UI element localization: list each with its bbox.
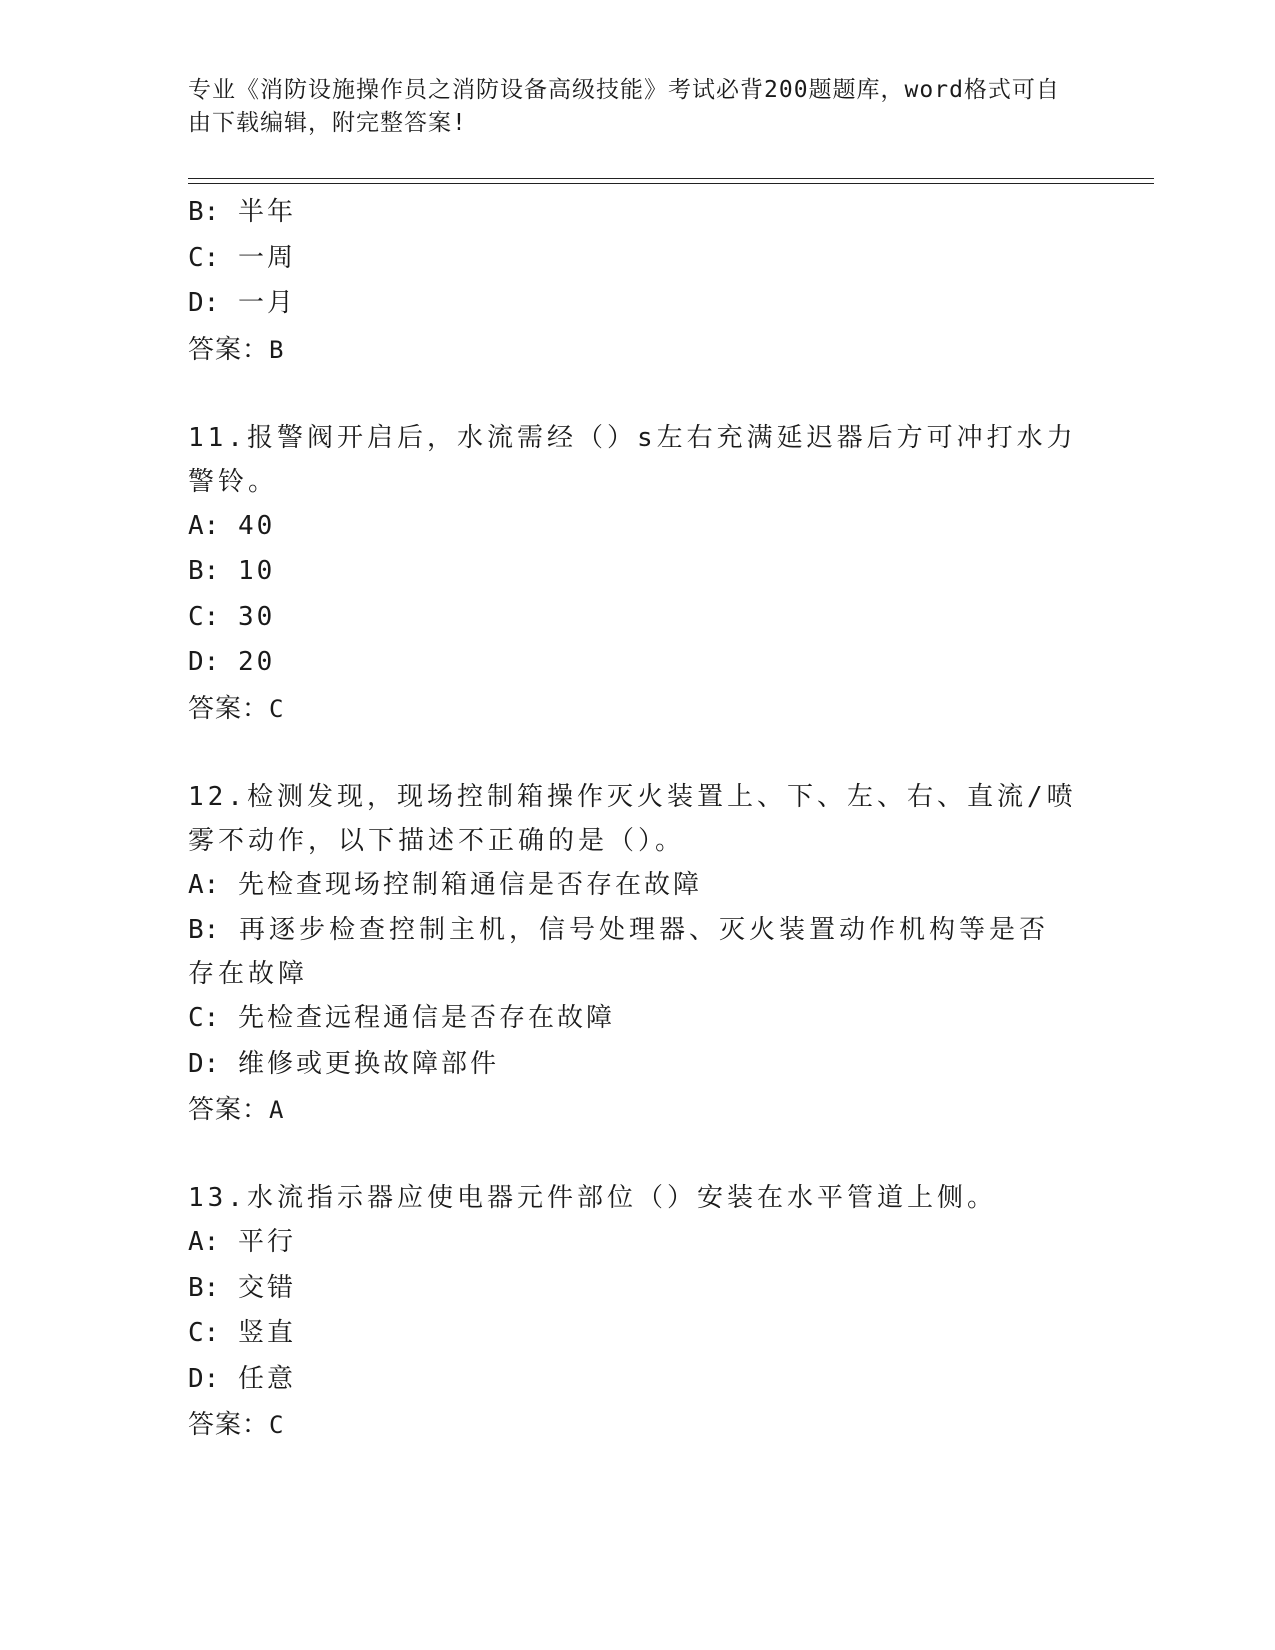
option-text: 30	[237, 601, 276, 632]
option-label: D:	[188, 1363, 220, 1394]
answer-label: 答案：	[188, 1095, 270, 1125]
option-text: 先检查远程通信是否存在故障	[237, 1003, 615, 1033]
option-label: A:	[188, 1227, 220, 1257]
question-partial	[188, 190, 1078, 373]
option-label: C:	[188, 1003, 220, 1033]
option-line	[188, 908, 1078, 996]
option-text: 一月	[237, 288, 296, 318]
option-text: 一周	[237, 242, 296, 273]
option-label: B:	[188, 556, 220, 586]
option-line	[188, 281, 1078, 327]
question-13	[188, 1176, 1078, 1448]
answer-line	[188, 327, 1078, 373]
question-list	[188, 190, 1078, 1448]
option-line	[188, 549, 1078, 595]
header-rule-top	[188, 178, 1154, 179]
option-line	[188, 1357, 1078, 1403]
question-stem: 11.报警阀开启后，水流需经（）s左右充满延迟器后方可冲打水力警铃。	[188, 422, 1077, 497]
answer-value: B	[269, 335, 285, 364]
spacer	[188, 1133, 1078, 1176]
option-line	[188, 1042, 1078, 1088]
option-text: 40	[237, 510, 276, 541]
option-label: B:	[188, 915, 220, 945]
spacer	[188, 732, 1078, 775]
answer-line	[188, 686, 1078, 732]
question-12	[188, 775, 1078, 1134]
option-line	[188, 863, 1078, 909]
option-line	[188, 1311, 1078, 1357]
option-text: 竖直	[237, 1318, 296, 1348]
option-line	[188, 236, 1078, 282]
option-line	[188, 1220, 1078, 1266]
answer-label: 答案：	[188, 334, 270, 365]
option-label: B:	[188, 1272, 220, 1303]
option-label: B:	[188, 197, 220, 227]
option-label: D:	[188, 288, 220, 318]
option-label: C:	[188, 601, 220, 632]
option-line	[188, 640, 1078, 686]
question-11	[188, 416, 1078, 732]
answer-line	[188, 1402, 1078, 1448]
spacer	[188, 373, 1078, 416]
option-line	[188, 996, 1078, 1042]
option-label: A:	[188, 869, 220, 900]
question-stem: 12.检测发现，现场控制箱操作灭火装置上、下、左、右、直流/喷雾不动作，以下描述不正确的是（）。	[188, 781, 1077, 856]
option-line	[188, 1266, 1078, 1312]
option-text: 20	[237, 647, 276, 677]
option-line	[188, 595, 1078, 641]
option-text: 平行	[237, 1227, 296, 1257]
option-text: 维修或更换故障部件	[237, 1048, 499, 1079]
option-label: C:	[188, 242, 220, 273]
document-header: 专业《消防设施操作员之消防设备高级技能》考试必背200题题库，word格式可自由下载编辑，附完整答案!	[188, 77, 1060, 136]
option-text: 半年	[237, 197, 296, 227]
option-line	[188, 504, 1078, 550]
option-label: D:	[188, 647, 220, 677]
answer-label: 答案：	[188, 1410, 270, 1440]
option-label: C:	[188, 1318, 220, 1348]
option-text: 10	[237, 556, 276, 586]
option-text: 先检查现场控制箱通信是否存在故障	[237, 869, 702, 900]
option-label: D:	[188, 1048, 220, 1079]
option-text: 任意	[237, 1363, 296, 1394]
header-rule-bottom	[188, 183, 1154, 184]
answer-value: C	[269, 1411, 285, 1439]
question-stem: 13.水流指示器应使电器元件部位（）安装在水平管道上侧。	[188, 1183, 997, 1213]
answer-line	[188, 1087, 1078, 1133]
option-line	[188, 190, 1078, 236]
answer-value: C	[269, 694, 285, 723]
option-label: A:	[188, 510, 220, 541]
option-text: 交错	[237, 1272, 296, 1303]
answer-label: 答案：	[188, 693, 270, 724]
answer-value: A	[269, 1096, 285, 1124]
option-text: 再逐步检查控制主机，信号处理器、灭火装置动作机构等是否存在故障	[188, 915, 1049, 989]
